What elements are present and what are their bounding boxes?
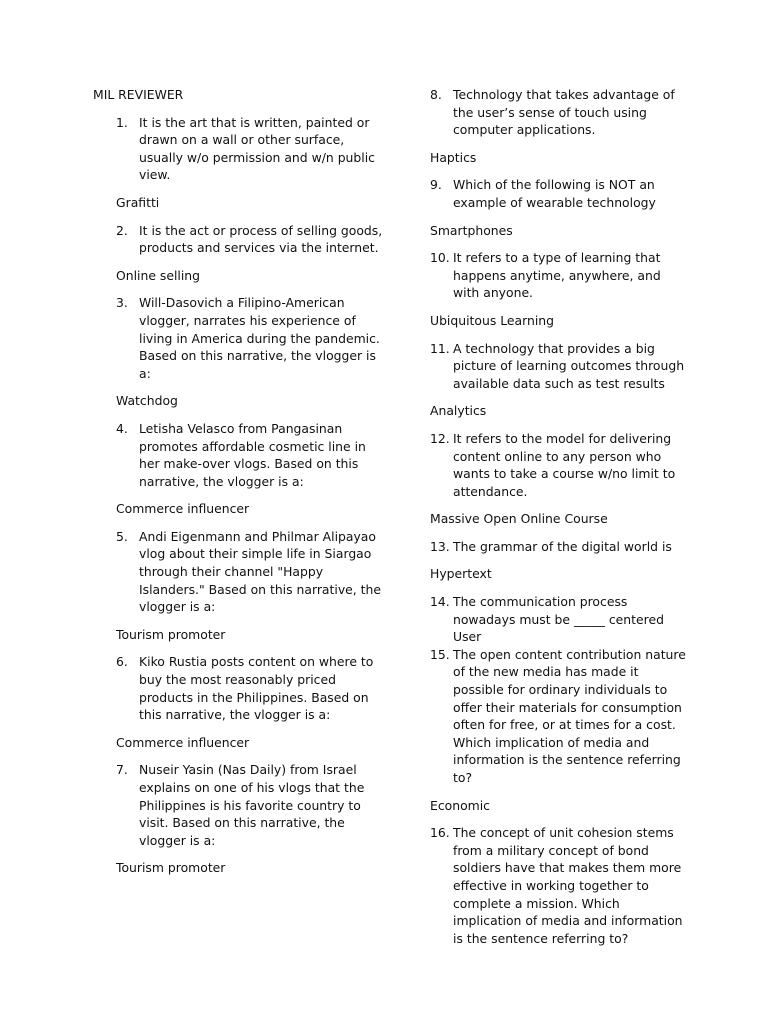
question-number: 8.	[430, 87, 442, 102]
answer-text: Commerce influencer	[116, 734, 250, 750]
answer-text: Hypertext	[430, 566, 492, 582]
question-item	[430, 86, 690, 139]
question-number: 4.	[116, 420, 128, 436]
question-number: 13.	[430, 538, 450, 554]
document-title: MIL REVIEWER	[93, 87, 184, 102]
question-item	[430, 593, 690, 628]
question-text: Nuseir Yasin (Nas Daily) from Israel explains on one of his vlogs that the Philippines is his favorite country to visit. Based on this narrative, the vlogger is a:	[139, 762, 365, 848]
question-text: It is the art that is written, painted or drawn on a wall or other surface, usually w/o permission and w/n public view.	[139, 114, 375, 183]
question-item	[116, 653, 383, 723]
question-item	[430, 824, 690, 947]
question-item	[430, 646, 690, 787]
answer-text: Smartphones	[430, 222, 513, 238]
answer-text: Tourism promoter	[116, 626, 226, 642]
answer-text: Analytics	[430, 403, 487, 419]
question-number: 6.	[116, 654, 128, 670]
question-number: 7.	[116, 762, 128, 778]
question-item	[116, 294, 383, 382]
answer-text: Massive Open Online Course	[430, 511, 608, 527]
question-item	[116, 114, 383, 184]
question-item	[116, 222, 383, 257]
left-column	[93, 86, 383, 887]
question-number: 1.	[116, 114, 128, 130]
question-number: 9.	[430, 177, 442, 193]
answer-text-inline: User	[453, 629, 482, 645]
question-item	[430, 430, 690, 500]
answer-text: Tourism promoter	[116, 860, 226, 876]
question-text: Which of the following is NOT an example of wearable technology	[453, 177, 656, 210]
question-number: 11.	[430, 340, 450, 356]
question-item	[430, 340, 690, 393]
question-number: 15.	[430, 646, 450, 662]
question-text: It is the act or process of selling goods, products and services via the internet.	[139, 222, 383, 256]
answer-text: Ubiquitous Learning	[430, 312, 555, 328]
question-item	[116, 761, 383, 849]
right-column	[430, 86, 690, 957]
question-number: 16.	[430, 825, 450, 841]
question-text: The concept of unit cohesion stems from a military concept of bond soldiers have that makes them more effective in working together to complete a mission. Which implication of media and information is the sentence referring to?	[453, 825, 683, 946]
question-number: 3.	[116, 295, 128, 311]
answer-text: Online selling	[116, 267, 201, 283]
question-item	[430, 538, 690, 556]
question-item	[430, 176, 690, 211]
question-text: Letisha Velasco from Pangasinan promotes affordable cosmetic line in her make-over vlogs. Based on this narrative, the vlogger is a:	[139, 420, 366, 489]
question-text: It refers to a type of learning that happens anytime, anywhere, and with anyone.	[453, 250, 661, 301]
answer-text: Economic	[430, 797, 490, 813]
answer-text: Grafitti	[116, 194, 160, 210]
answer-text: Commerce influencer	[116, 501, 250, 517]
question-number: 2.	[116, 222, 128, 238]
question-number: 14.	[430, 594, 450, 610]
question-item	[116, 528, 383, 616]
answer-text: Watchdog	[116, 393, 178, 409]
question-number: 12.	[430, 430, 450, 446]
question-text: The open content contribution nature of the new media has made it possible for ordinary individuals to offer their materials for consumption often for free, or at times for a cost. Which implication of media and information is the sentence referring to?	[453, 646, 686, 785]
answer-text: Haptics	[430, 149, 477, 165]
question-item	[430, 249, 690, 302]
question-text: Kiko Rustia posts content on where to buy the most reasonably priced products in the Philippines. Based on this narrative, the vlogger is a:	[139, 654, 374, 723]
question-text: Andi Eigenmann and Philmar Alipayao vlog about their simple life in Siargao through their channel "Happy Islanders." Based on this narrative, the vlogger is a:	[139, 528, 381, 615]
question-text: Will-Dasovich a Filipino-American vlogger, narrates his experience of living in America during the pandemic. Based on this narrative, the vlogger is a:	[139, 295, 380, 381]
question-text: It refers to the model for delivering content online to any person who wants to take a course w/no limit to attendance.	[453, 430, 676, 499]
question-number: 5.	[116, 528, 128, 544]
question-text: A technology that provides a big picture of learning outcomes through available data such as test results	[453, 340, 685, 391]
question-text: Technology that takes advantage of the user’s sense of touch using computer applications.	[453, 87, 675, 138]
question-number: 10.	[430, 250, 450, 266]
question-text: The communication process nowadays must be _____ centered	[453, 594, 664, 627]
question-text: The grammar of the digital world is	[453, 538, 672, 554]
question-item	[116, 420, 383, 490]
